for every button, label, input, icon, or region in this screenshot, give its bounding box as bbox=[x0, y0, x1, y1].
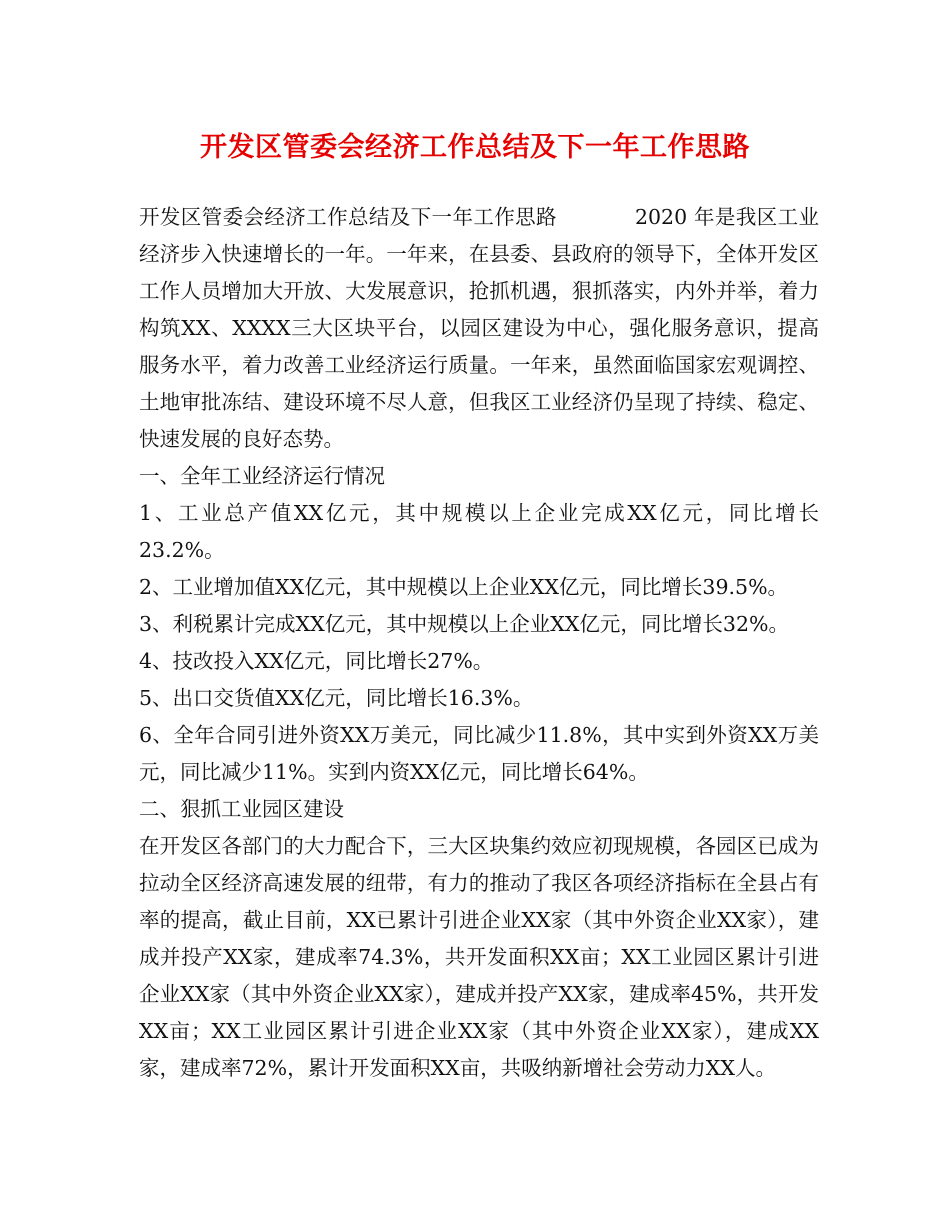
document-body bbox=[139, 199, 819, 1087]
section1-heading: 一、全年工业经济运行情况 bbox=[139, 464, 385, 488]
intro-lead: 开发区管委会经济工作总结及下一年工作思路 bbox=[139, 205, 557, 229]
item-6: 6、全年合同引进外资XX万美元，同比减少11.8%，其中实到外资XX万美元，同比减少11%。实到内资XX亿元，同比增长64%。 bbox=[139, 723, 819, 784]
item-4: 4、技改投入XX亿元，同比增长27%。 bbox=[139, 649, 494, 673]
section2-heading: 二、狠抓工业园区建设 bbox=[139, 797, 344, 821]
document-title: 开发区管委会经济工作总结及下一年工作思路 bbox=[200, 132, 750, 163]
intro-rest: 2020 年是我区工业经济步入快速增长的一年。一年来，在县委、县政府的领导下，全体开发区工作人员增加大开放、大发展意识，抢抓机遇，狠抓落实，内外并举，着力构筑XX、XXXX三大区块平台，以园区建设为中心，强化服务意识，提高服务水平，着力改善工业经济运行质量。一年来，虽然面临国家宏观调控、土地审批冻结、建设环境不尽人意，但我区工业经济仍呈现了持续、稳定、快速发展的良好态势。 bbox=[139, 205, 820, 451]
item-5: 5、出口交货值XX亿元，同比增长16.3%。 bbox=[139, 686, 534, 710]
item-1: 1、工业总产值XX亿元，其中规模以上企业完成XX亿元，同比增长23.2%。 bbox=[139, 501, 819, 562]
intro-paragraph bbox=[139, 199, 819, 458]
item-3: 3、利税累计完成XX亿元，其中规模以上企业XX亿元，同比增长32%。 bbox=[139, 612, 789, 636]
section2-body: 在开发区各部门的大力配合下，三大区块集约效应初现规模，各园区已成为拉动全区经济高速发展的纽带，有力的推动了我区各项经济指标在全县占有率的提高，截止目前，XX已累计引进企业XX家（其中外资企业XX家），建成并投产XX家，建成率74.3%，共开发面积XX亩；XX工业园区累计引进企业XX家（其中外资企业XX家），建成并投产XX家，建成率45%，共开发XX亩；XX工业园区累计引进企业XX家（其中外资企业XX家），建成XX家，建成率72%，累计开发面积XX亩，共吸纳新增社会劳动力XX人。 bbox=[139, 834, 819, 1080]
item-2: 2、工业增加值XX亿元，其中规模以上企业XX亿元，同比增长39.5%。 bbox=[139, 575, 789, 599]
